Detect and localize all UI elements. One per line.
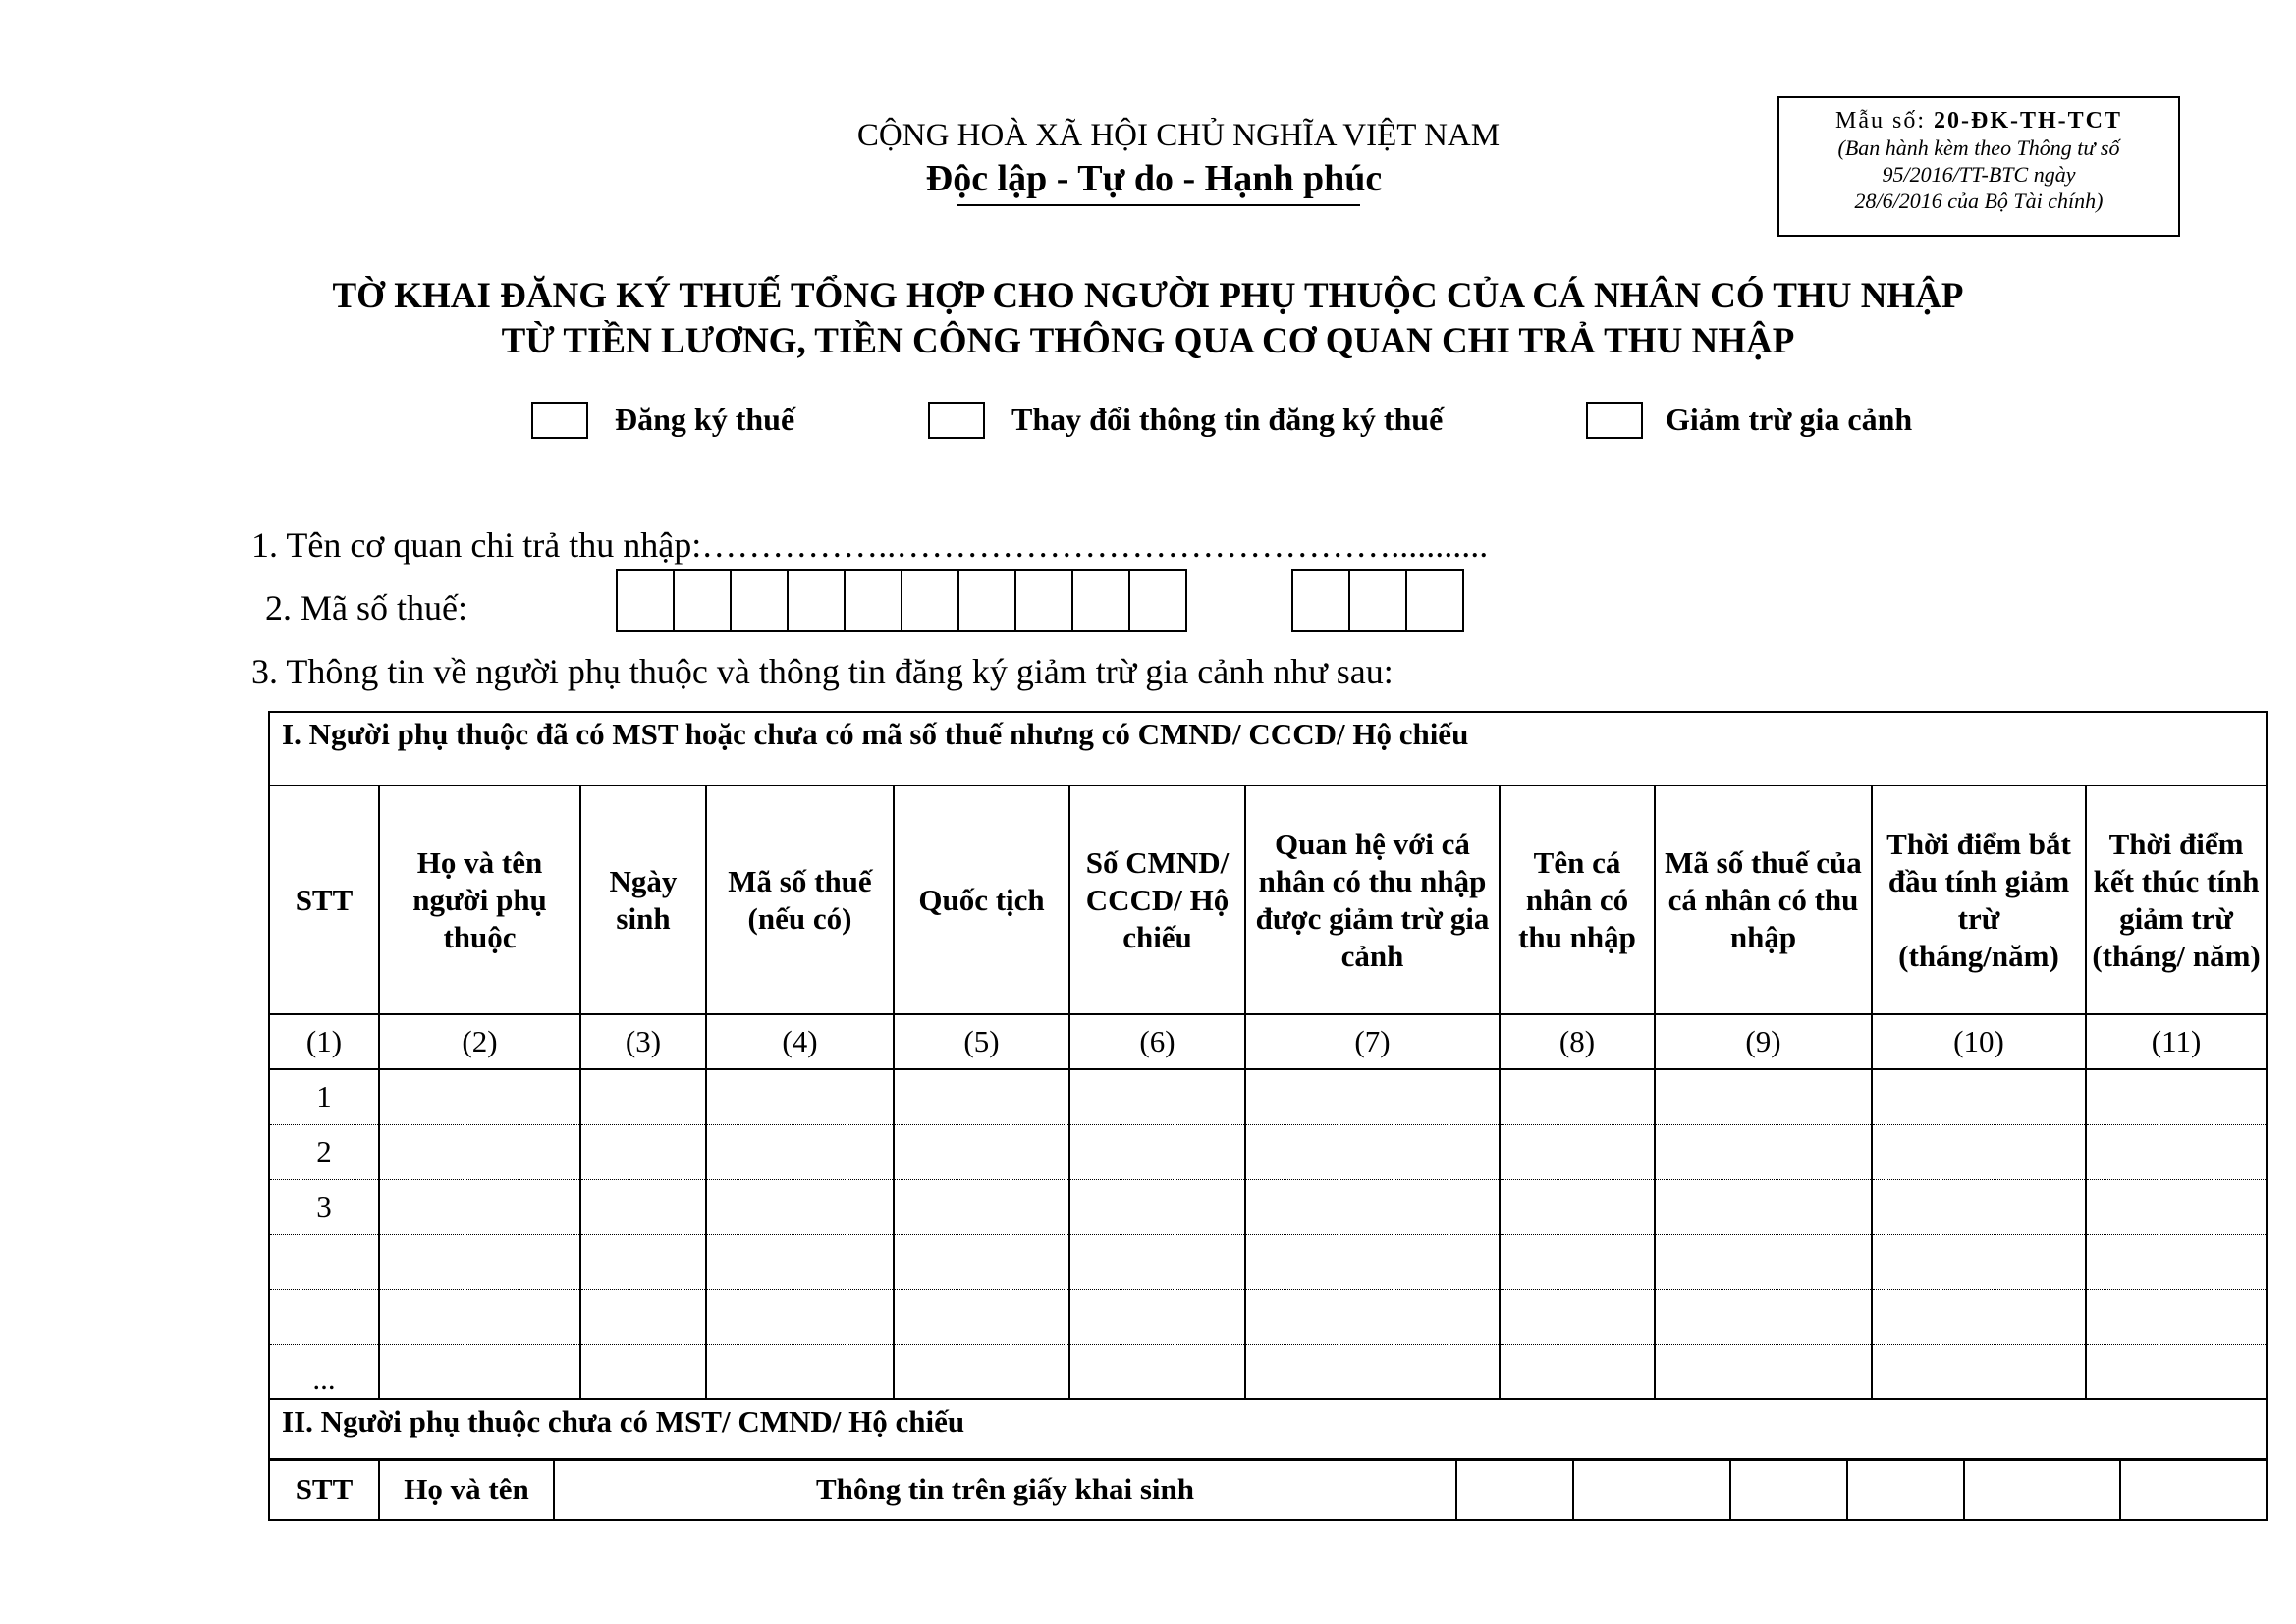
header-nationality: Quốc tịch [894,785,1069,1014]
table-cell[interactable] [894,1179,1069,1234]
table-cell[interactable] [2086,1234,2267,1289]
table-cell[interactable] [580,1289,706,1344]
tax-digit-box[interactable] [1291,569,1350,632]
row-stt: 3 [269,1179,379,1234]
deduction-checkbox[interactable] [1586,402,1643,439]
change-info-checkbox[interactable] [928,402,985,439]
section-2-birth-info: Thông tin trên giấy khai sinh [554,1459,1456,1520]
table-row [269,1179,2267,1234]
table-cell[interactable] [1872,1344,2086,1399]
row-stt: ... [269,1344,379,1399]
table-row [269,1234,2267,1289]
table-cell[interactable] [580,1344,706,1399]
tax-code-label: 2. Mã số thuế: [265,588,467,627]
header-taxpayer-name: Tên cá nhân có thu nhập [1500,785,1655,1014]
table-cell[interactable] [1069,1289,1245,1344]
column-number: (10) [1872,1014,2086,1069]
table-cell[interactable] [1655,1289,1872,1344]
table-cell[interactable] [379,1069,580,1124]
table-cell[interactable] [1872,1069,2086,1124]
tax-digit-box[interactable] [1405,569,1464,632]
column-number: (9) [1655,1014,1872,1069]
header-end-time: Thời điểm kết thúc tính giảm trừ (tháng/ năm) [2086,785,2267,1014]
row-stt [269,1289,379,1344]
motto-underline [957,204,1360,206]
table-row [269,1124,2267,1179]
nation-header: CỘNG HOÀ XÃ HỘI CHỦ NGHĨA VIỆT NAM [856,118,1501,153]
column-number: (3) [580,1014,706,1069]
table-cell[interactable] [1245,1344,1500,1399]
section-2-name: Họ và tên [379,1459,554,1520]
change-info-label: Thay đổi thông tin đăng ký thuế [1011,402,1444,437]
tax-digit-box[interactable] [1014,569,1073,632]
table-cell[interactable] [706,1124,894,1179]
table-cell[interactable] [1069,1069,1245,1124]
header-relationship: Quan hệ với cá nhân có thu nhập được giảm trừ gia cảnh [1245,785,1500,1014]
section-2-title: II. Người phụ thuộc chưa có MST/ CMND/ Hộ chiếu [269,1399,2267,1460]
tax-code-boxes[interactable] [616,569,1185,632]
table-cell[interactable] [1245,1179,1500,1234]
table-cell[interactable] [894,1234,1069,1289]
column-number: (6) [1069,1014,1245,1069]
form-title-line-1: TỜ KHAI ĐĂNG KÝ THUẾ TỔNG HỢP CHO NGƯỜI PHỤ THUỘC CỦA CÁ NHÂN CÓ THU NHẬP [332,276,1964,316]
section-2-stt: STT [269,1459,379,1520]
form-title-line-2: TỪ TIỀN LƯƠNG, TIỀN CÔNG THÔNG QUA CƠ QUAN CHI TRẢ THU NHẬP [501,321,1795,361]
table-cell[interactable] [894,1124,1069,1179]
tax-digit-box[interactable] [957,569,1016,632]
tax-digit-box[interactable] [1348,569,1407,632]
tax-digit-box[interactable] [844,569,902,632]
table-cell[interactable] [706,1344,894,1399]
motto-header: Độc lập - Tự do - Hạnh phúc [925,158,1383,199]
table-cell[interactable] [706,1289,894,1344]
table-cell[interactable] [894,1344,1069,1399]
table-cell[interactable] [1245,1289,1500,1344]
table-cell[interactable] [706,1179,894,1234]
table-cell[interactable] [1069,1179,1245,1234]
table-cell[interactable] [894,1289,1069,1344]
table-row [269,1344,2267,1399]
table-cell[interactable] [1964,1459,2120,1520]
table-cell[interactable] [1245,1234,1500,1289]
table-cell[interactable] [1655,1234,1872,1289]
table-row [269,1069,2267,1124]
table-cell[interactable] [1872,1179,2086,1234]
table-cell[interactable] [1872,1289,2086,1344]
column-number: (1) [269,1014,379,1069]
table-cell[interactable] [1500,1069,1655,1124]
table-cell[interactable] [1069,1344,1245,1399]
no-id-dependents-table [268,1458,2268,1521]
dependents-table [268,711,2268,1461]
row-stt [269,1234,379,1289]
form-number-box [1777,96,2180,237]
table-cell[interactable] [1245,1069,1500,1124]
table-cell[interactable] [1245,1124,1500,1179]
table-cell[interactable] [580,1234,706,1289]
header-id-number: Số CMND/ CCCD/ Hộ chiếu [1069,785,1245,1014]
table-cell[interactable] [1872,1124,2086,1179]
table-cell[interactable] [1730,1459,1847,1520]
table-cell[interactable] [2086,1289,2267,1344]
tax-digit-box[interactable] [730,569,789,632]
table-cell[interactable] [1655,1179,1872,1234]
table-cell[interactable] [894,1069,1069,1124]
register-label: Đăng ký thuế [615,402,795,437]
column-number: (8) [1500,1014,1655,1069]
table-cell[interactable] [379,1179,580,1234]
header-start-time: Thời điểm bắt đầu tính giảm trừ (tháng/năm) [1872,785,2086,1014]
table-cell[interactable] [1872,1234,2086,1289]
table-cell[interactable] [1847,1459,1964,1520]
table-cell[interactable] [1456,1459,1573,1520]
table-cell[interactable] [1500,1289,1655,1344]
header-tax-code: Mã số thuế (nếu có) [706,785,894,1014]
table-cell[interactable] [1069,1234,1245,1289]
table-cell[interactable] [1500,1234,1655,1289]
table-cell[interactable] [706,1069,894,1124]
tax-digit-box[interactable] [673,569,732,632]
table-cell[interactable] [580,1124,706,1179]
table-cell[interactable] [2086,1344,2267,1399]
tax-digit-box[interactable] [616,569,675,632]
table-cell[interactable] [1069,1124,1245,1179]
header-dependent-name: Họ và tên người phụ thuộc [379,785,580,1014]
table-cell[interactable] [580,1069,706,1124]
header-birth-date: Ngày sinh [580,785,706,1014]
table-cell[interactable] [1655,1124,1872,1179]
table-cell[interactable] [580,1179,706,1234]
table-cell[interactable] [2120,1459,2267,1520]
table-cell[interactable] [379,1289,580,1344]
table-cell[interactable] [2086,1124,2267,1179]
dependent-info-label: 3. Thông tin về người phụ thuộc và thông tin đăng ký giảm trừ gia cảnh như sau: [251,652,1394,691]
column-number: (5) [894,1014,1069,1069]
section-1-title: I. Người phụ thuộc đã có MST hoặc chưa có mã số thuế nhưng có CMND/ CCCD/ Hộ chiếu [269,712,2267,785]
tax-code-branch-boxes[interactable] [1291,569,1462,632]
table-row [269,1289,2267,1344]
form-note-2: 95/2016/TT-BTC ngày [1882,162,2076,187]
register-checkbox[interactable] [531,402,588,439]
table-cell[interactable] [1500,1124,1655,1179]
table-cell[interactable] [1655,1344,1872,1399]
header-taxpayer-code: Mã số thuế của cá nhân có thu nhập [1655,785,1872,1014]
row-stt: 1 [269,1069,379,1124]
form-note-1: (Ban hành kèm theo Thông tư số [1837,135,2120,160]
header-stt: STT [269,785,379,1014]
table-cell[interactable] [1573,1459,1730,1520]
table-cell[interactable] [1655,1069,1872,1124]
tax-digit-box[interactable] [1128,569,1187,632]
table-cell[interactable] [1500,1344,1655,1399]
column-number: (11) [2086,1014,2267,1069]
table-cell[interactable] [2086,1179,2267,1234]
table-cell[interactable] [379,1234,580,1289]
tax-digit-box[interactable] [1071,569,1130,632]
payer-name-field: 1. Tên cơ quan chi trả thu nhập:……………..……………………………………........... [251,525,1489,565]
column-number: (7) [1245,1014,1500,1069]
column-number: (2) [379,1014,580,1069]
column-number: (4) [706,1014,894,1069]
table-cell[interactable] [706,1234,894,1289]
table-cell[interactable] [379,1344,580,1399]
deduction-label: Giảm trừ gia cảnh [1666,402,1913,437]
form-code: Mẫu số: 20-ĐK-TH-TCT [1835,108,2122,134]
row-stt: 2 [269,1124,379,1179]
tax-digit-box[interactable] [901,569,959,632]
tax-digit-box[interactable] [787,569,846,632]
table-cell[interactable] [379,1124,580,1179]
table-cell[interactable] [1500,1179,1655,1234]
form-note-3: 28/6/2016 của Bộ Tài chính) [1854,189,2104,213]
table-cell[interactable] [2086,1069,2267,1124]
